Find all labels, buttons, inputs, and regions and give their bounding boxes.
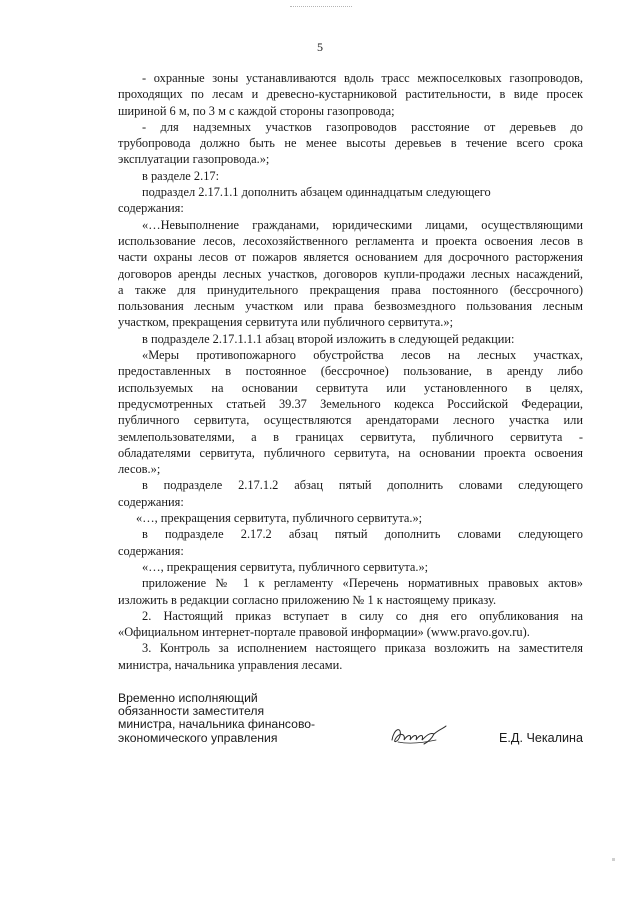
text-line: содержания: bbox=[118, 543, 184, 558]
text-line: содержания: bbox=[118, 494, 184, 509]
text-line: 2. Настоящий приказ вступает в силу со дня его опубликования на bbox=[142, 608, 583, 623]
text-line: в подразделе 2.17.1.2 абзац пятый дополнить словами следующего bbox=[142, 478, 583, 493]
scan-artifact bbox=[290, 6, 352, 13]
document-body bbox=[118, 70, 583, 673]
text-line: «…, прекращения сервитута, публичного сервитута.»; bbox=[142, 559, 429, 574]
text-line: в подразделе 2.17.1.1.1 абзац второй изложить в следующей редакции: bbox=[142, 331, 515, 346]
signer-title-line: экономического управления bbox=[118, 730, 278, 745]
text-line: а также для принудительного прекращения права постоянного (бессрочного) bbox=[118, 282, 583, 297]
text-line: - охранные зоны устанавливаются вдоль трасс межпоселковых газопроводов, bbox=[142, 71, 583, 85]
text-line: подраздел 2.17.1.1 дополнить абзацем одиннадцатым следующего bbox=[142, 185, 491, 200]
text-line: министра, начальника управления лесами. bbox=[118, 657, 343, 672]
text-line: использование лесов, лесохозяйственного регламента и проекта освоения лесов в bbox=[118, 233, 583, 248]
signature-block bbox=[118, 692, 583, 752]
text-line: землепользователями, а в границах сервитута, публичного сервитута - bbox=[118, 429, 583, 444]
text-line: публичного сервитута, осуществляются арендаторами лесного участка или bbox=[118, 413, 583, 428]
text-line: в подразделе 2.17.2 абзац пятый дополнить словами следующего bbox=[142, 527, 583, 542]
text-line: «…, прекращения сервитута, публичного сервитута.»; bbox=[136, 511, 423, 526]
text-line: предусмотренных статьей 39.37 Земельного кодекса Российской Федерации, bbox=[118, 396, 583, 411]
text-line: части охраны лесов от пожаров является основанием для досрочного расторжения bbox=[118, 250, 583, 265]
text-line: участком, прекращения сервитута или публичного сервитута.»; bbox=[118, 315, 454, 330]
text-line: эксплуатации газопровода.»; bbox=[118, 152, 270, 167]
signer-title bbox=[118, 692, 348, 745]
text-line: лесов.»; bbox=[118, 462, 161, 477]
text-line: договоров аренды лесных участков, договоров купли-продажи лесных насаждений, bbox=[118, 266, 583, 281]
scan-artifact bbox=[612, 858, 615, 861]
text-line: - для надземных участков газопроводов расстояние от деревьев до bbox=[142, 119, 583, 134]
text-line: проходящих по лесам и древесно-кустарниковой растительности, в виде просек bbox=[118, 87, 583, 102]
text-line: «Меры противопожарного обустройства лесов на лесных участках, bbox=[142, 348, 583, 363]
signer-title-line: Временно исполняющий bbox=[118, 691, 258, 705]
text-line: трубопровода должно быть не менее высоты деревьев в течение всего срока bbox=[118, 136, 583, 151]
text-line: приложение № 1 к регламенту «Перечень нормативных правовых актов» bbox=[142, 576, 583, 591]
text-line: обладателями сервитута, публичного сервитута, на основании проекта освоения bbox=[118, 445, 583, 460]
text-line: шириной 6 м, по 3 м с каждой стороны газопровода; bbox=[118, 103, 395, 118]
text-line: используемых на основании сервитута или установленного в целях, bbox=[118, 380, 583, 395]
signer-name: Е.Д. Чекалина bbox=[499, 731, 583, 745]
text-line: пользования лесным участком или права безвозмездного пользования лесным bbox=[118, 299, 583, 314]
text-line: «…Невыполнение гражданами, юридическими лицами, осуществляющими bbox=[142, 217, 583, 232]
text-line: в разделе 2.17: bbox=[142, 168, 220, 183]
text-line: содержания: bbox=[118, 201, 184, 216]
text-line: «Официальном интернет-портале правовой информации» (www.pravo.gov.ru). bbox=[118, 625, 530, 640]
text-line: 3. Контроль за исполнением настоящего приказа возложить на заместителя bbox=[142, 641, 583, 656]
text-line: предоставленных в постоянное (бессрочное) пользование, в аренду либо bbox=[118, 364, 583, 379]
page-number: 5 bbox=[317, 40, 323, 54]
text-line: изложить в редакции согласно приложению № 1 к настоящему приказу. bbox=[118, 592, 497, 607]
signer-title-line: обязанности заместителя bbox=[118, 704, 265, 719]
signer-title-line: министра, начальника финансово- bbox=[118, 717, 316, 732]
handwritten-signature bbox=[388, 722, 448, 748]
